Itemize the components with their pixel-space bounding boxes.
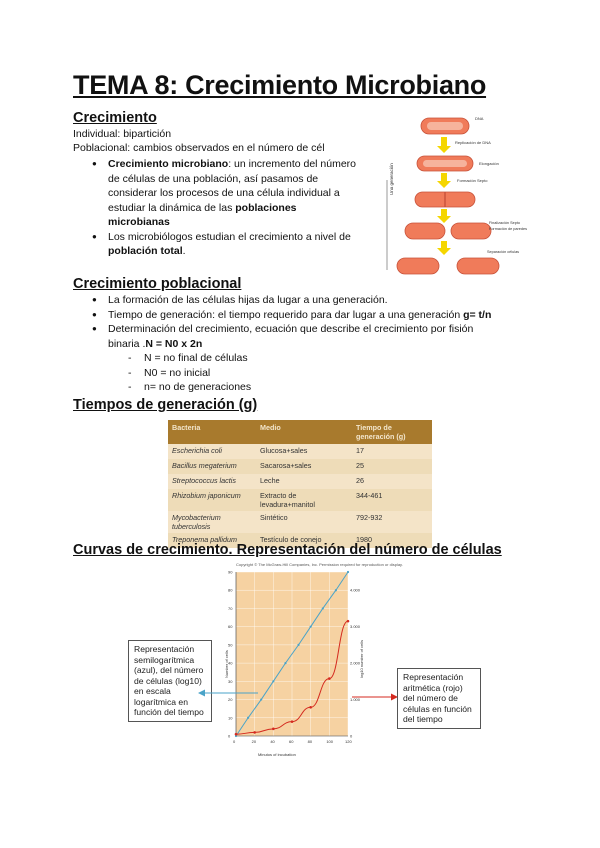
var-n0: - N0 = no inicial <box>126 366 376 381</box>
svg-text:Replicación de DNA: Replicación de DNA <box>455 140 491 145</box>
poblacional-bullets <box>90 293 550 351</box>
table-row: Bacillus megaterium Sacarosa+sales 25 <box>168 459 432 474</box>
x-tick-label: 20 <box>251 739 257 744</box>
y-tick-label-left: 70 <box>228 605 233 611</box>
binary-fission-diagram <box>383 110 533 280</box>
generation-time-table <box>168 420 432 548</box>
data-point-semilog <box>260 698 262 700</box>
y-tick-label-left: 60 <box>228 624 233 630</box>
data-point-arithmetic <box>272 728 275 731</box>
table-row: Streptococcus lactis Leche 26 <box>168 474 432 489</box>
table-row: Treponema pallidum Testículo de conejo 1980 <box>168 533 432 548</box>
crecimiento-bullets <box>90 157 380 259</box>
copyright-note: Copyright © The McGraw-Hill Companies, Inc. Permission required for reproduction or display. <box>236 562 403 567</box>
y-tick-label-left: 10 <box>228 715 233 721</box>
data-point-semilog <box>297 644 299 646</box>
svg-text:Formación de paredes: Formación de paredes <box>489 227 527 231</box>
diagram-axis-label: Una generación <box>389 163 394 195</box>
y-tick-label-right: 3.000 <box>350 624 361 630</box>
data-point-semilog <box>272 680 274 682</box>
bullet-crecimiento-microbiano: ● Crecimiento microbiano: un incremento del número de células de una población, así pasamos de considerar los procesos de una célula individual a estudiar la dinámica de las poblaciones microbianas <box>90 157 380 230</box>
svg-text:DNA: DNA <box>475 116 484 121</box>
y-tick-label-left: 40 <box>228 660 233 666</box>
data-point-arithmetic <box>235 733 238 736</box>
table-row: Mycobacterium tuberculosis Sintético 792-932 <box>168 511 432 533</box>
svg-text:Formación Septo: Formación Septo <box>457 178 488 183</box>
section-heading-tiempos: Tiempos de generación (g) <box>73 397 258 413</box>
bullet-determinacion: ● Determinación del crecimiento, ecuación que describe el crecimiento por fisión binaria .N = N0 x 2n <box>90 322 550 351</box>
svg-text:Finalización Septo: Finalización Septo <box>489 221 521 225</box>
page-title: TEMA 8: Crecimiento Microbiano <box>73 70 487 100</box>
y-tick-label-left: 50 <box>228 642 233 648</box>
x-tick-label: 80 <box>307 739 313 744</box>
y-tick-label-right: 0 <box>350 733 353 739</box>
data-point-arithmetic <box>347 620 350 623</box>
y-tick-label-left: 90 <box>228 569 233 575</box>
data-point-semilog <box>322 607 324 609</box>
table-row: Rhizobium japonicum Extracto de levadura+manitol 344-461 <box>168 489 432 511</box>
y-axis-label-left: Number of cells <box>224 650 229 678</box>
data-point-arithmetic <box>291 720 294 723</box>
x-tick-label: 60 <box>289 739 294 744</box>
x-tick-label: 100 <box>326 739 334 744</box>
y-tick-label-right: 1.000 <box>350 697 361 703</box>
y-tick-label-left: 80 <box>228 587 233 593</box>
y-tick-label-left: 20 <box>228 697 233 703</box>
growth-curve-chart <box>218 568 368 757</box>
x-tick-label: 40 <box>270 739 275 744</box>
table-row: Escherichia coli Glucosa+sales 17 <box>168 444 432 459</box>
th-medio: Medio <box>256 420 352 444</box>
arrow-left <box>198 688 260 698</box>
poblacional-text: Poblacional: cambios observados en el número de cél <box>73 142 325 154</box>
svg-text:Elongación: Elongación <box>479 161 499 166</box>
svg-text:Separación células: Separación células <box>487 250 520 254</box>
y-tick-label-right: 2.000 <box>350 660 361 666</box>
data-point-semilog <box>284 662 286 664</box>
y-tick-label-right: 4.000 <box>350 587 361 593</box>
individual-text: Individual: bipartición <box>73 128 172 140</box>
variables-list <box>126 351 376 395</box>
bullet-microbiologos: ● Los microbiólogos estudian el crecimiento a nivel de población total. <box>90 230 380 259</box>
x-tick-label: 0 <box>233 739 236 744</box>
y-tick-label-left: 30 <box>228 678 233 684</box>
data-point-semilog <box>310 626 312 628</box>
var-n: - N = no final de células <box>126 351 376 366</box>
section-heading-crecimiento-poblacional: Crecimiento poblacional <box>73 276 242 292</box>
var-n-gen: - n= no de generaciones <box>126 380 376 395</box>
callout-aritmetica: Representación aritmética (rojo) del número de células en función del tiempo <box>397 668 481 729</box>
x-tick-label: 120 <box>345 739 352 744</box>
bullet-generacion: ● La formación de las células hijas da lugar a una generación. <box>90 293 550 308</box>
data-point-arithmetic <box>328 677 331 680</box>
data-point-semilog <box>335 589 337 591</box>
y-tick-label-left: 0 <box>228 733 231 739</box>
data-point-semilog <box>247 717 249 719</box>
th-tiempo: Tiempo de generación (g) <box>352 420 432 444</box>
x-axis-label: Minutos of incubation <box>258 752 296 757</box>
callout-semilog: Representación semilogarítmica (azul), del número de células (log10) en escala logarítmica en función del tiempo <box>128 640 212 722</box>
section-heading-curvas: Curvas de crecimiento. Representación del número de células <box>73 542 502 558</box>
data-point-arithmetic <box>309 706 312 709</box>
data-point-arithmetic <box>253 731 256 734</box>
bullet-tiempo-generacion: ● Tiempo de generación: el tiempo requerido para dar lugar a una generación g= t/n <box>90 308 550 323</box>
y-axis-label-right: log10 number of cells <box>359 639 364 678</box>
data-point-semilog <box>347 571 349 573</box>
arrow-right <box>350 692 398 702</box>
th-bacteria: Bacteria <box>168 420 256 444</box>
section-heading-crecimiento: Crecimiento <box>73 110 157 126</box>
